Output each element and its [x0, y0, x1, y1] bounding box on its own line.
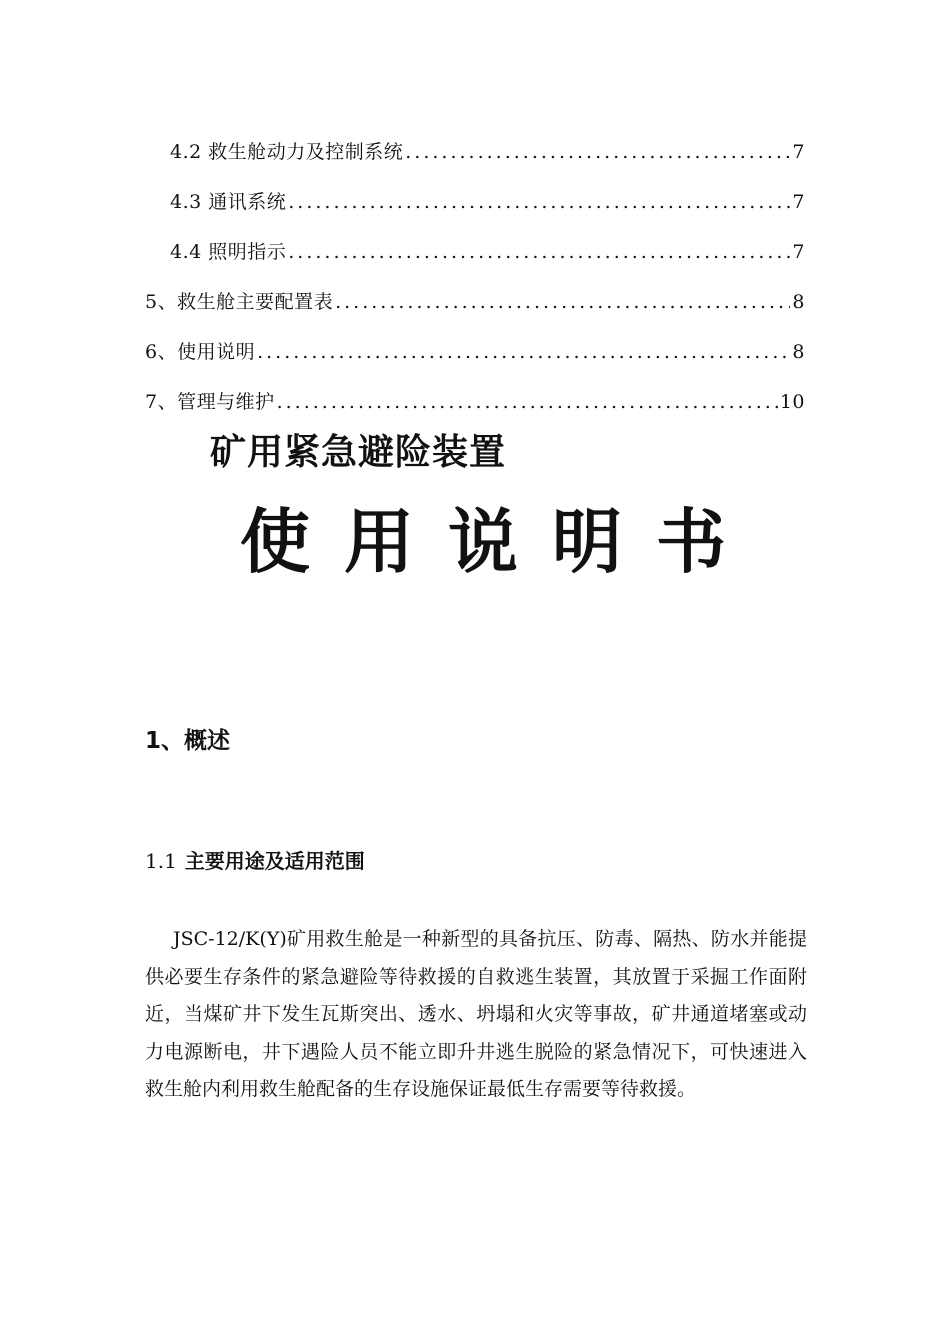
toc-entry-title: 4.2 救生舱动力及控制系统 [170, 141, 404, 163]
toc-entry-page: 8 [792, 341, 805, 363]
toc-entry[interactable] [145, 334, 805, 384]
toc-leader-dots [288, 234, 790, 270]
toc-entry[interactable] [145, 134, 805, 184]
subsection-number: 1.1 [145, 849, 177, 873]
subsection-title: 主要用途及适用范围 [184, 849, 365, 873]
paragraph-line: 近，当煤矿井下发生瓦斯突出、透水、坍塌和火灾等事故，矿井通道堵塞或动 [145, 1003, 807, 1025]
toc-entry[interactable] [145, 184, 805, 234]
section-heading-overview: 1、概述 [145, 728, 231, 754]
paragraph-line: 救生舱内利用救生舱配备的生存设施保证最低生存需要等待救援。 [145, 1078, 697, 1100]
paragraph-line: 力电源断电，井下遇险人员不能立即升井逃生脱险的紧急情况下，可快速进入 [145, 1040, 807, 1063]
paragraph-line: JSC-12/K(Y)矿用救生舱是一种新型的具备抗压、防毒、隔热、防水并能提 [173, 928, 807, 950]
toc-entry-page: 7 [792, 141, 805, 163]
toc-entry[interactable] [145, 284, 805, 334]
toc-entry-title: 7、管理与维护 [145, 391, 275, 413]
body-paragraph [145, 921, 807, 1109]
toc-leader-dots [288, 184, 790, 220]
toc-leader-dots [335, 284, 790, 320]
toc-entry-title: 6、使用说明 [145, 341, 256, 363]
toc-entry-page: 7 [792, 241, 805, 263]
table-of-contents [145, 134, 805, 434]
toc-leader-dots [405, 134, 790, 170]
toc-entry-title: 4.4 照明指示 [170, 241, 287, 263]
document-title: 矿用紧急避险装置 [210, 432, 507, 473]
toc-entry-page: 8 [792, 291, 805, 313]
toc-entry-page: 7 [792, 191, 805, 213]
document-subtitle: 使用说明书 [240, 501, 760, 583]
toc-entry-title: 4.3 通讯系统 [170, 191, 287, 213]
toc-entry-title: 5、救生舱主要配置表 [145, 291, 334, 313]
toc-entry-page: 10 [779, 391, 805, 413]
toc-entry[interactable] [145, 234, 805, 284]
toc-leader-dots [277, 384, 778, 420]
subsection-heading [145, 845, 365, 874]
paragraph-line: 供必要生存条件的紧急避险等待救援的自救逃生装置，其放置于采掘工作面附 [145, 965, 807, 988]
toc-leader-dots [257, 334, 790, 370]
